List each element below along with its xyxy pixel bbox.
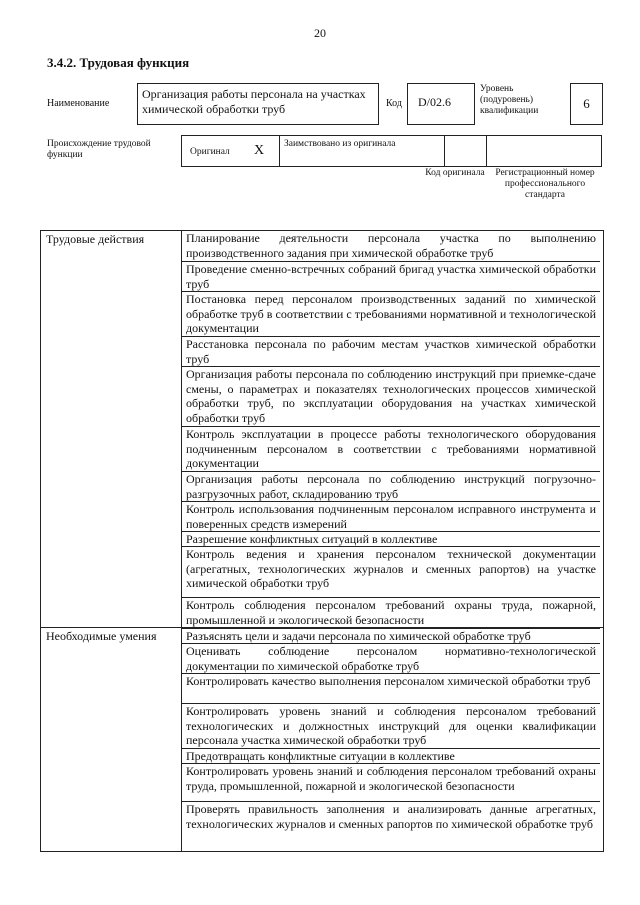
labor-actions-label: Трудовые действия: [46, 232, 145, 246]
skill-item: Контролировать уровень знаний и соблюдения персоналом требований технологических и должностных инструкций для оценки квалификации персонала участка химической обработки труб: [182, 703, 600, 748]
page-number: 20: [314, 26, 326, 40]
skill-item: Проверять правильность заполнения и анализировать данные агрегатных, технологических журналов и сменных рапортов по химической обработке труб: [182, 801, 600, 851]
name-label: Наименование: [47, 98, 110, 109]
function-details-table: [40, 230, 604, 852]
labor-action-item: Постановка перед персоналом производственных заданий по химической обработке труб в соответствии с требованиями нормативной и технологической документации: [182, 291, 600, 336]
code-value-box: D/02.6: [407, 83, 475, 125]
borrowed-label: Заимствовано из оригинала: [284, 139, 396, 149]
labor-action-item: Контроль использования подчиненным персоналом исправного инструмента и поверенных средств измерений: [182, 501, 600, 531]
original-cell: [182, 136, 280, 166]
code-original-cell: [445, 136, 487, 166]
origin-label: Происхождение трудовой функции: [47, 139, 151, 160]
labor-action-item: Проведение сменно-встречных собраний бригад участка химической обработки труб: [182, 261, 600, 291]
code-original-label: Код оригинала: [425, 168, 485, 178]
level-value-box: 6: [570, 83, 603, 125]
function-name-box: Организация работы персонала на участках химической обработки труб: [137, 83, 379, 125]
origin-table: [181, 135, 602, 167]
labor-action-item: Разрешение конфликтных ситуаций в коллективе: [182, 531, 600, 546]
original-mark: X: [254, 143, 265, 158]
skill-item: Оценивать соблюдение персоналом нормативно-технологической документации по химической обработке труб: [182, 643, 600, 673]
labor-action-item: Планирование деятельности персонала участка по выполнению производственного задания при химической обработке труб: [186, 231, 596, 260]
labor-action-item: Контроль ведения и хранения персоналом технической документации (агрегатных, технологических журналов и сменных рапортов) на участке химической обработки труб: [182, 546, 600, 597]
skill-item: Разъяснять цели и задачи персонала по химической обработке труб: [182, 628, 600, 643]
level-label: Уровень (подуровень) квалификации: [480, 84, 539, 116]
skill-item: Предотвращать конфликтные ситуации в коллективе: [182, 748, 600, 763]
labor-action-item: Организация работы персонала по соблюдению инструкций при приемке-сдаче смены, о параметрах и показателях технологических процессов химической обработки труб, по эксплуатации оборудования на участках химической обработки труб: [182, 366, 600, 426]
section-title: 3.4.2. Трудовая функция: [47, 55, 190, 70]
labor-action-item: Контроль эксплуатации в процессе работы технологического оборудования подчиненным персоналом в соответствии с требованиями нормативной документации: [182, 426, 600, 471]
borrowed-cell: [280, 136, 445, 166]
labor-action-item: Контроль соблюдения персоналом требований охраны труда, пожарной, промышленной и экологической безопасности: [182, 597, 600, 627]
skills-label: Необходимые умения: [46, 629, 157, 643]
labor-action-item: Расстановка персонала по рабочим местам участков химической обработки труб: [182, 336, 600, 366]
code-label: Код: [386, 98, 402, 109]
skill-item: Контролировать уровень знаний и соблюдения персоналом требований охраны труда, промышленной, пожарной и экологической безопасности: [182, 763, 600, 801]
skill-item: Контролировать качество выполнения персоналом химической обработки труб: [182, 673, 600, 703]
reg-number-cell: [487, 136, 601, 166]
labor-action-item: Организация работы персонала по соблюдению инструкций погрузочно-разгрузочных работ, складированию труб: [182, 471, 600, 501]
original-label: Оригинал: [190, 147, 230, 157]
reg-number-label: Регистрационный номер профессионального стандарта: [495, 168, 595, 200]
